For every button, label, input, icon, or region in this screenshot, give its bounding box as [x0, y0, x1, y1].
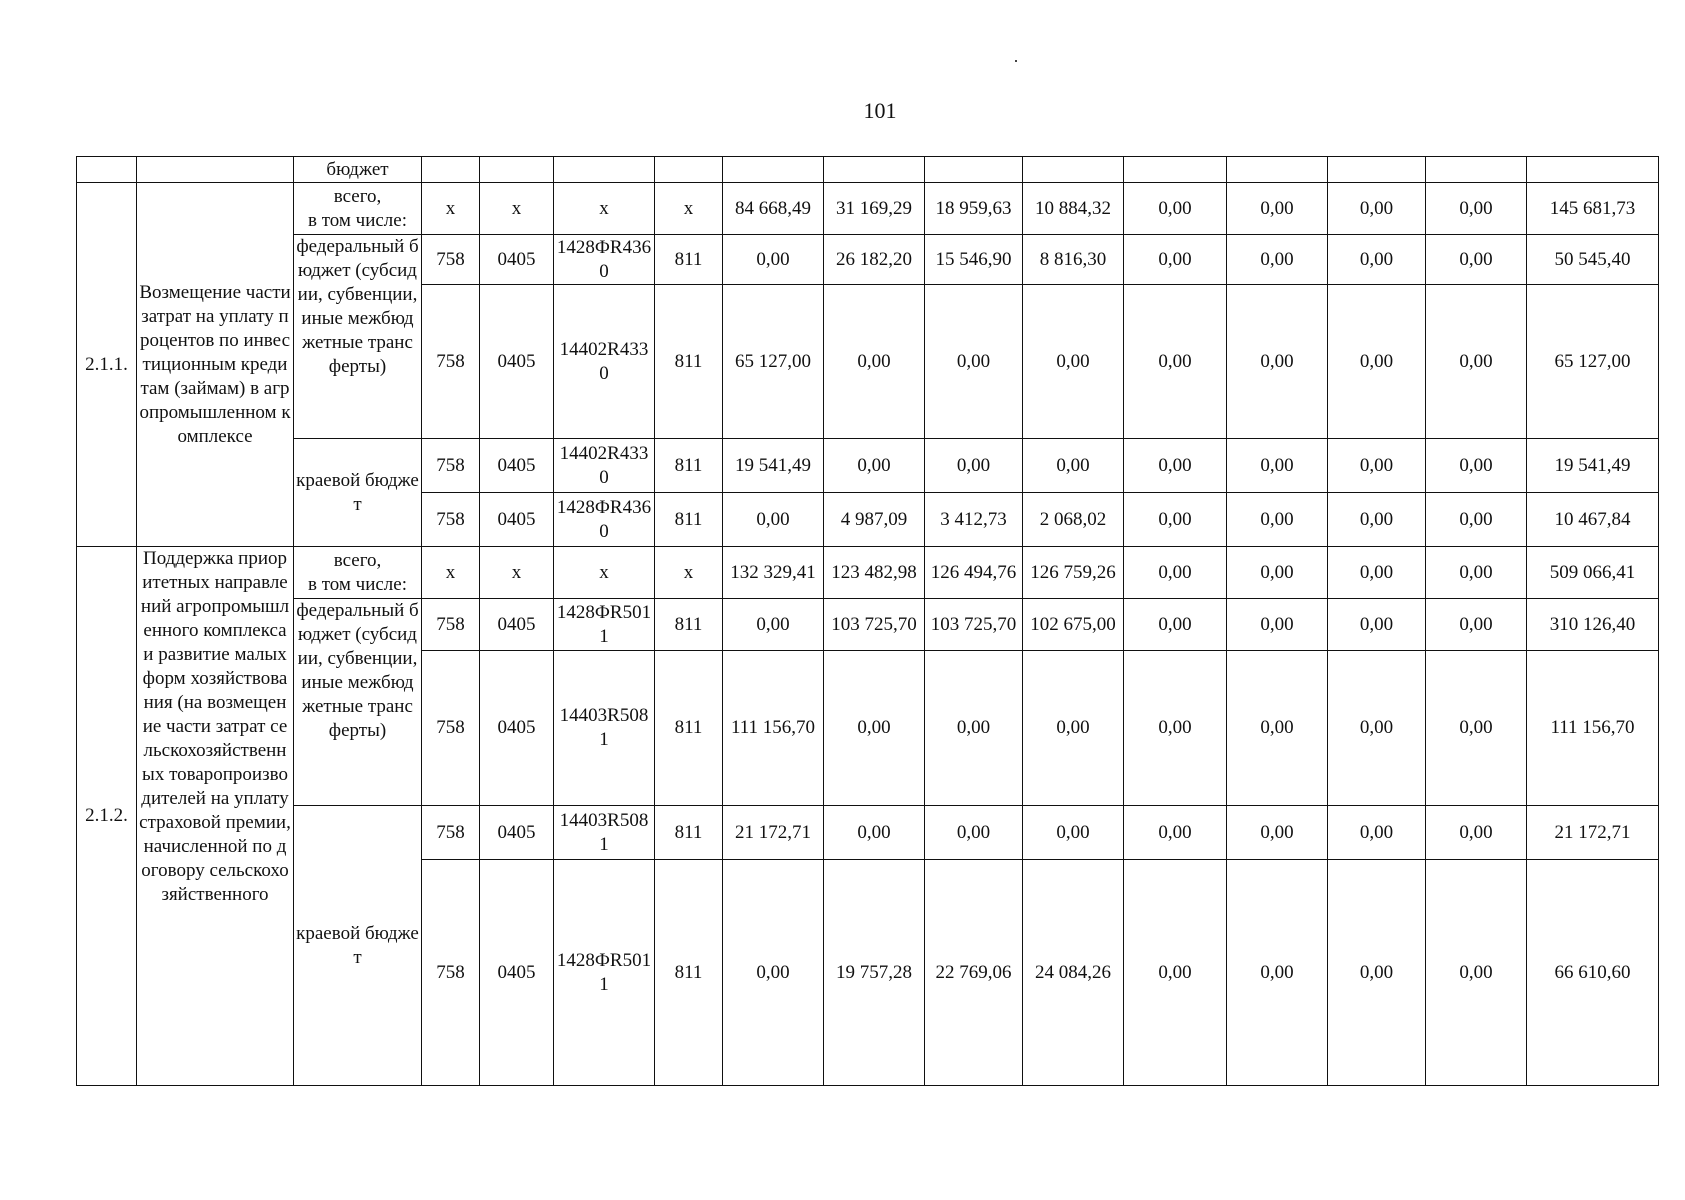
grbs-cell: х	[422, 183, 480, 235]
value-cell	[824, 157, 925, 183]
total-cell: 145 681,73	[1527, 183, 1659, 235]
value-cell: 0,00	[1426, 547, 1527, 599]
csr-cell: 14403R5081	[554, 806, 655, 860]
value-cell: 0,00	[1328, 547, 1426, 599]
item-title-cell: Возмещение части затрат на уплату процентов по инвестиционным кредитам (займам) в агропромышленном комплексе	[137, 183, 294, 547]
vr-cell: 811	[655, 651, 723, 806]
value-cell: 0,00	[1227, 235, 1328, 285]
value-cell: 84 668,49	[723, 183, 824, 235]
value-cell: 0,00	[1328, 235, 1426, 285]
value-cell	[1328, 157, 1426, 183]
source-line: в том числе:	[307, 573, 408, 595]
csr-cell: 1428ФR5011	[554, 599, 655, 651]
value-cell: 0,00	[1124, 439, 1227, 493]
value-cell: 0,00	[1426, 235, 1527, 285]
value-cell: 24 084,26	[1023, 860, 1124, 1086]
rz-cell: 0405	[480, 493, 554, 547]
total-cell: 310 126,40	[1527, 599, 1659, 651]
value-cell: 0,00	[824, 806, 925, 860]
item-number-cell: 2.1.2.	[77, 547, 137, 1086]
vr-cell: 811	[655, 860, 723, 1086]
table-row	[77, 806, 1659, 860]
grbs-cell: х	[422, 547, 480, 599]
table-row	[77, 235, 1659, 285]
source-line: всего,	[333, 549, 382, 571]
total-cell	[1527, 157, 1659, 183]
value-cell: 0,00	[1328, 183, 1426, 235]
page-number: 101	[863, 98, 897, 123]
grbs-cell	[422, 157, 480, 183]
vr-cell: 811	[655, 235, 723, 285]
value-cell: 0,00	[925, 806, 1023, 860]
value-cell: 31 169,29	[824, 183, 925, 235]
funding-source-cell	[294, 183, 422, 235]
value-cell: 19 757,28	[824, 860, 925, 1086]
csr-cell: 1428ФR4360	[554, 235, 655, 285]
funding-source-cell: бюджет	[294, 157, 422, 183]
item-title-cell: Поддержка приоритетных направлений агропромышленного комплекса и развитие малых форм хозяйствования (на возмещение части затрат сельскохозяйственных товаропроизводителей на уплату страховой премии, начисленной по договору сельскохозяйственного	[137, 547, 294, 1086]
vr-cell: 811	[655, 285, 723, 439]
value-cell: 0,00	[723, 235, 824, 285]
csr-cell: 14403R5081	[554, 651, 655, 806]
csr-cell: 1428ФR4360	[554, 493, 655, 547]
source-line: в том числе:	[307, 209, 408, 231]
csr-cell: 14402R4330	[554, 285, 655, 439]
value-cell: 21 172,71	[723, 806, 824, 860]
value-cell: 111 156,70	[723, 651, 824, 806]
rz-cell: 0405	[480, 860, 554, 1086]
value-cell: 3 412,73	[925, 493, 1023, 547]
rz-cell: 0405	[480, 439, 554, 493]
csr-cell: 14402R4330	[554, 439, 655, 493]
value-cell: 0,00	[1426, 599, 1527, 651]
value-cell: 0,00	[1227, 599, 1328, 651]
value-cell: 123 482,98	[824, 547, 925, 599]
value-cell: 0,00	[723, 860, 824, 1086]
item-title-cell	[137, 157, 294, 183]
funding-source-cell: федеральный бюджет (субсидии, субвенции, иные межбюджетные трансферты)	[294, 235, 422, 439]
value-cell: 0,00	[1124, 599, 1227, 651]
funding-source-cell: краевой бюджет	[294, 439, 422, 547]
funding-source-cell: федеральный бюджет (субсидии, субвенции, иные межбюджетные трансферты)	[294, 599, 422, 806]
value-cell: 0,00	[1227, 651, 1328, 806]
value-cell: 0,00	[1328, 493, 1426, 547]
value-cell: 0,00	[1023, 285, 1124, 439]
value-cell: 0,00	[723, 493, 824, 547]
rz-cell: 0405	[480, 285, 554, 439]
rz-cell: 0405	[480, 235, 554, 285]
rz-cell: 0405	[480, 651, 554, 806]
value-cell: 132 329,41	[723, 547, 824, 599]
value-cell: 0,00	[1227, 493, 1328, 547]
value-cell: 0,00	[1124, 806, 1227, 860]
grbs-cell: 758	[422, 806, 480, 860]
total-cell: 111 156,70	[1527, 651, 1659, 806]
value-cell: 0,00	[1328, 439, 1426, 493]
value-cell: 65 127,00	[723, 285, 824, 439]
value-cell: 4 987,09	[824, 493, 925, 547]
grbs-cell: 758	[422, 285, 480, 439]
rz-cell	[480, 157, 554, 183]
value-cell: 103 725,70	[925, 599, 1023, 651]
value-cell: 0,00	[1023, 439, 1124, 493]
value-cell: 8 816,30	[1023, 235, 1124, 285]
value-cell: 0,00	[1328, 860, 1426, 1086]
value-cell: 2 068,02	[1023, 493, 1124, 547]
rz-cell: х	[480, 547, 554, 599]
scan-speck	[1015, 60, 1017, 62]
value-cell: 10 884,32	[1023, 183, 1124, 235]
table-row	[77, 157, 1659, 183]
value-cell: 19 541,49	[723, 439, 824, 493]
value-cell: 0,00	[1227, 806, 1328, 860]
csr-cell: х	[554, 547, 655, 599]
vr-cell: 811	[655, 493, 723, 547]
total-cell: 509 066,41	[1527, 547, 1659, 599]
table-row	[77, 599, 1659, 651]
value-cell: 0,00	[1426, 285, 1527, 439]
value-cell: 0,00	[1124, 285, 1227, 439]
table-row	[77, 547, 1659, 599]
value-cell: 0,00	[723, 599, 824, 651]
value-cell: 26 182,20	[824, 235, 925, 285]
value-cell: 0,00	[1227, 439, 1328, 493]
funding-source-cell: краевой бюджет	[294, 806, 422, 1086]
total-cell: 10 467,84	[1527, 493, 1659, 547]
grbs-cell: 758	[422, 860, 480, 1086]
rz-cell: 0405	[480, 599, 554, 651]
value-cell: 0,00	[1227, 860, 1328, 1086]
value-cell: 103 725,70	[824, 599, 925, 651]
value-cell: 0,00	[824, 651, 925, 806]
vr-cell: х	[655, 547, 723, 599]
rz-cell: 0405	[480, 806, 554, 860]
budget-table	[76, 156, 1659, 1086]
value-cell	[925, 157, 1023, 183]
value-cell: 0,00	[1328, 651, 1426, 806]
vr-cell: 811	[655, 599, 723, 651]
item-number-cell	[77, 157, 137, 183]
total-cell: 50 545,40	[1527, 235, 1659, 285]
value-cell: 0,00	[1124, 547, 1227, 599]
item-number-cell: 2.1.1.	[77, 183, 137, 547]
vr-cell: 811	[655, 806, 723, 860]
total-cell: 19 541,49	[1527, 439, 1659, 493]
source-line: всего,	[333, 185, 382, 207]
value-cell: 18 959,63	[925, 183, 1023, 235]
value-cell	[723, 157, 824, 183]
value-cell: 0,00	[1124, 183, 1227, 235]
grbs-cell: 758	[422, 599, 480, 651]
value-cell: 15 546,90	[925, 235, 1023, 285]
value-cell: 0,00	[1426, 651, 1527, 806]
value-cell	[1023, 157, 1124, 183]
value-cell: 0,00	[1426, 183, 1527, 235]
total-cell: 21 172,71	[1527, 806, 1659, 860]
value-cell: 126 494,76	[925, 547, 1023, 599]
value-cell: 0,00	[1426, 439, 1527, 493]
value-cell: 0,00	[1328, 599, 1426, 651]
value-cell: 22 769,06	[925, 860, 1023, 1086]
vr-cell	[655, 157, 723, 183]
value-cell: 0,00	[824, 285, 925, 439]
value-cell: 0,00	[925, 439, 1023, 493]
value-cell: 0,00	[1426, 860, 1527, 1086]
vr-cell: х	[655, 183, 723, 235]
value-cell: 0,00	[1023, 651, 1124, 806]
value-cell: 0,00	[1328, 285, 1426, 439]
value-cell: 0,00	[925, 651, 1023, 806]
value-cell: 0,00	[1426, 806, 1527, 860]
csr-cell	[554, 157, 655, 183]
value-cell: 0,00	[1023, 806, 1124, 860]
table-row	[77, 439, 1659, 493]
value-cell: 0,00	[1124, 235, 1227, 285]
funding-source-cell	[294, 547, 422, 599]
grbs-cell: 758	[422, 235, 480, 285]
grbs-cell: 758	[422, 651, 480, 806]
value-cell: 0,00	[824, 439, 925, 493]
value-cell: 0,00	[1227, 547, 1328, 599]
value-cell	[1124, 157, 1227, 183]
total-cell: 65 127,00	[1527, 285, 1659, 439]
total-cell: 66 610,60	[1527, 860, 1659, 1086]
grbs-cell: 758	[422, 493, 480, 547]
csr-cell: х	[554, 183, 655, 235]
value-cell: 0,00	[1124, 860, 1227, 1086]
vr-cell: 811	[655, 439, 723, 493]
value-cell: 126 759,26	[1023, 547, 1124, 599]
value-cell: 0,00	[1227, 183, 1328, 235]
value-cell: 0,00	[1426, 493, 1527, 547]
value-cell: 0,00	[1227, 285, 1328, 439]
value-cell: 0,00	[925, 285, 1023, 439]
table-row	[77, 183, 1659, 235]
value-cell	[1227, 157, 1328, 183]
value-cell: 102 675,00	[1023, 599, 1124, 651]
value-cell: 0,00	[1124, 493, 1227, 547]
rz-cell: х	[480, 183, 554, 235]
csr-cell: 1428ФR5011	[554, 860, 655, 1086]
value-cell: 0,00	[1124, 651, 1227, 806]
grbs-cell: 758	[422, 439, 480, 493]
value-cell: 0,00	[1328, 806, 1426, 860]
value-cell	[1426, 157, 1527, 183]
